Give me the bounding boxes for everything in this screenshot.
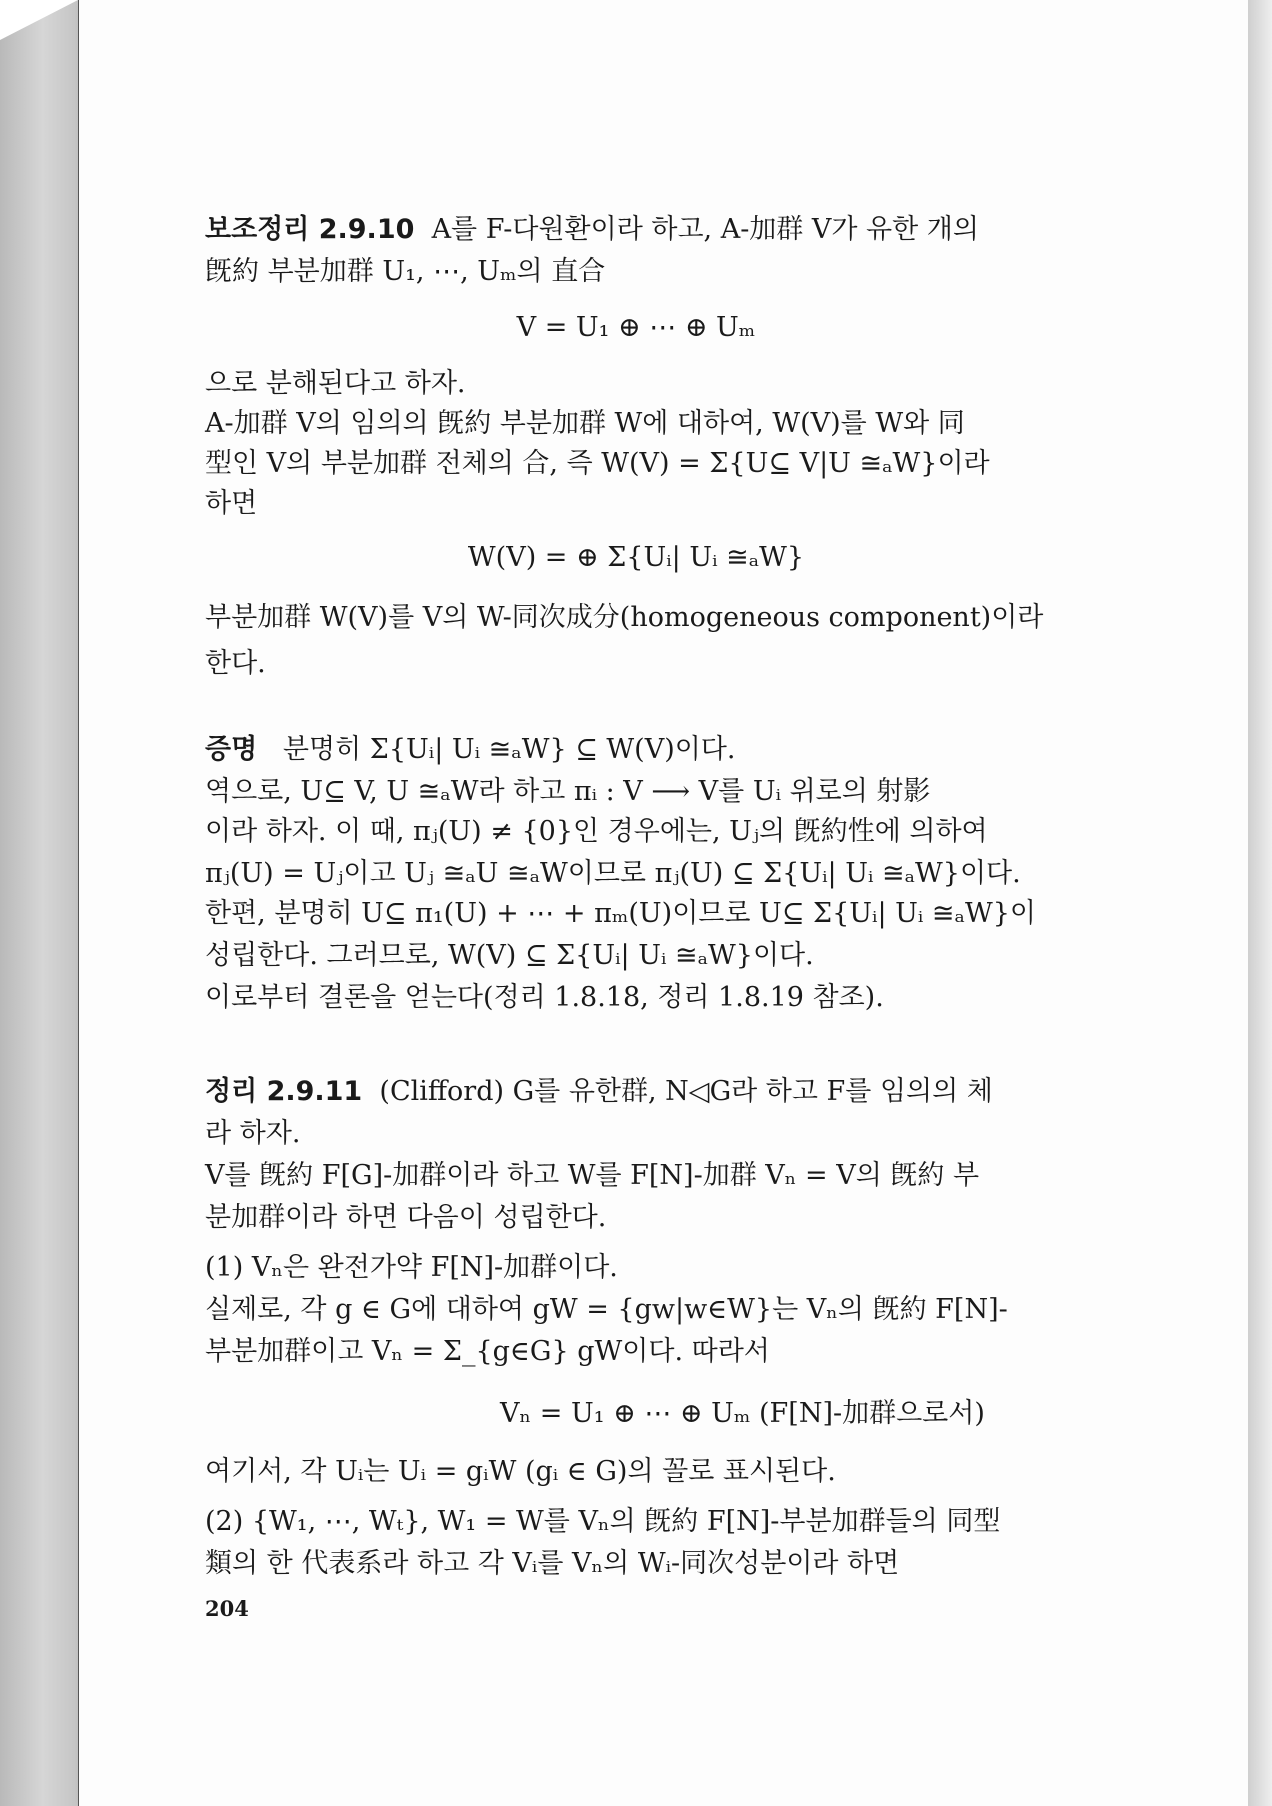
- theorem-label: 정리 2.9.11: [205, 1076, 363, 1107]
- page-edge: [1248, 0, 1272, 1806]
- lemma-line-5: 型인 V의 부분加群 전체의 合, 즉 W(V) = Σ{U⊆ V|U ≅ₐW}이라: [205, 448, 990, 479]
- theorem-line-4: 분加群이라 하면 다음이 성립한다.: [205, 1202, 607, 1233]
- theorem-line-2: 라 하자.: [205, 1118, 301, 1149]
- theorem-line-6: 실제로, 각 g ∈ G에 대하여 gW = {gw|w∈W}는 Vₙ의 旣約 F[N]-: [205, 1294, 1008, 1325]
- theorem-line-7: 부분加群이고 Vₙ = Σ_{g∈G} gW이다. 따라서: [205, 1336, 770, 1367]
- proof-line-4: πⱼ(U) = Uⱼ이고 Uⱼ ≅ₐU ≅ₐW이므로 πⱼ(U) ⊆ Σ{Uᵢ| Uᵢ ≅ₐW}이다.: [205, 858, 1021, 889]
- lemma-line-2: 旣約 부분加群 U₁, ⋯, Uₘ의 直合: [205, 256, 606, 287]
- proof-line-1: [205, 732, 1095, 768]
- proof-text-1: 분명히 Σ{Uᵢ| Uᵢ ≅ₐW} ⊆ W(V)이다.: [282, 734, 736, 765]
- proof-line-6: 성립한다. 그러므로, W(V) ⊆ Σ{Uᵢ| Uᵢ ≅ₐW}이다.: [205, 940, 814, 971]
- theorem-line-9: (2) {W₁, ⋯, Wₜ}, W₁ = W를 Vₙ의 旣約 F[N]-부분加群들의 同型: [205, 1506, 1001, 1537]
- theorem-line-8: 여기서, 각 Uᵢ는 Uᵢ = gᵢW (gᵢ ∈ G)의 꼴로 표시된다.: [205, 1456, 836, 1487]
- lemma-line-8: 한다.: [205, 648, 266, 679]
- lemma-line-7: 부분加群 W(V)를 V의 W-同次成分(homogeneous component)이라: [205, 602, 1044, 633]
- book-spine: [0, 0, 78, 1806]
- lemma-equation-2: W(V) = ⊕ Σ{Uᵢ| Uᵢ ≅ₐW}: [467, 542, 805, 573]
- theorem-line-5: (1) Vₙ은 완전가약 F[N]-加群이다.: [205, 1252, 618, 1283]
- lemma-text-1: A를 F-다원환이라 하고, A-加群 V가 유한 개의: [431, 214, 979, 245]
- theorem-line-1: [205, 1074, 1095, 1110]
- proof-line-7: 이로부터 결론을 얻는다(정리 1.8.18, 정리 1.8.19 참조).: [205, 982, 884, 1013]
- theorem-line-10: 類의 한 代表系라 하고 각 Vᵢ를 Vₙ의 Wᵢ-同次성분이라 하면: [205, 1548, 900, 1579]
- page-number: 204: [205, 1596, 249, 1621]
- theorem-line-3: V를 旣約 F[G]-加群이라 하고 W를 F[N]-加群 Vₙ = V의 旣約 부: [205, 1160, 980, 1191]
- proof-line-2: 역으로, U⊆ V, U ≅ₐW라 하고 πᵢ : V ⟶ V를 Uᵢ 위로의 射影: [205, 776, 931, 807]
- lemma-line-4: A-加群 V의 임의의 旣約 부분加群 W에 대하여, W(V)를 W와 同: [205, 408, 965, 439]
- proof-label: 증명: [205, 734, 258, 765]
- lemma-equation-1: V = U₁ ⊕ ⋯ ⊕ Uₘ: [516, 312, 756, 343]
- proof-line-5: 한편, 분명히 U⊆ π₁(U) + ⋯ + πₘ(U)이므로 U⊆ Σ{Uᵢ| Uᵢ ≅ₐW}이: [205, 898, 1036, 929]
- proof-line-3: 이라 하자. 이 때, πⱼ(U) ≠ {0}인 경우에는, Uⱼ의 旣約性에 의하여: [205, 816, 988, 847]
- theorem-equation: Vₙ = U₁ ⊕ ⋯ ⊕ Uₘ (F[N]-加群으로서): [500, 1398, 985, 1429]
- lemma-label: 보조정리 2.9.10: [205, 214, 415, 245]
- lemma-line-3: 으로 분해된다고 하자.: [205, 368, 466, 399]
- spine-corner: [0, 0, 78, 40]
- lemma-line-6: 하면: [205, 488, 258, 519]
- lemma-line-1: [205, 212, 1095, 248]
- theorem-text-1: (Clifford) G를 유한群, N◁G라 하고 F를 임의의 체: [379, 1076, 993, 1107]
